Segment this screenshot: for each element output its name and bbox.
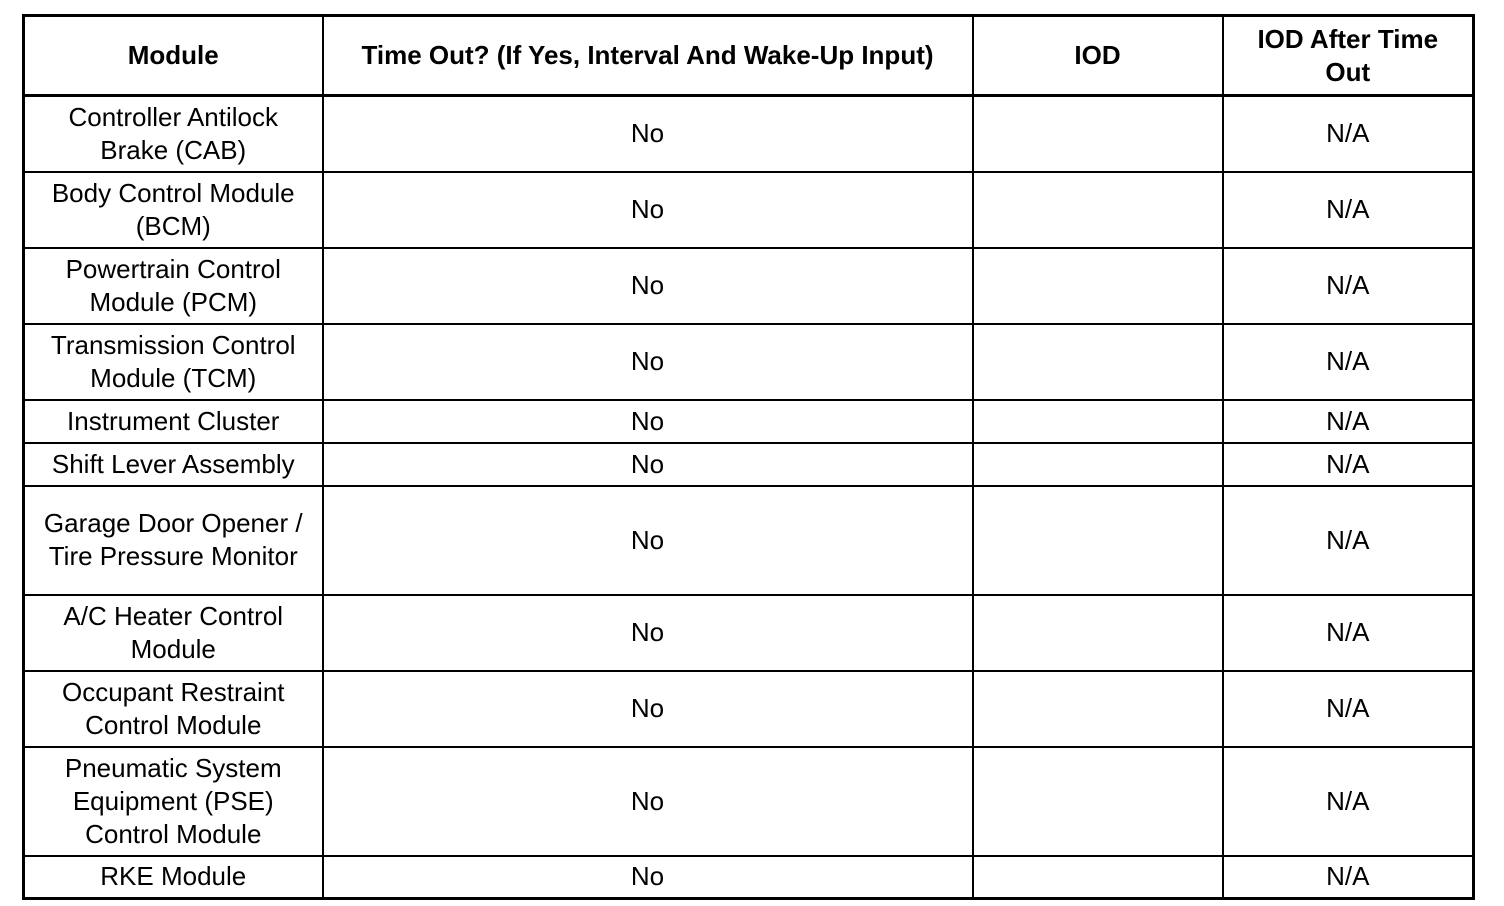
cell-iod xyxy=(973,248,1223,324)
cell-iod-after: N/A xyxy=(1223,595,1474,671)
cell-iod-after: N/A xyxy=(1223,248,1474,324)
cell-module: Powertrain Control Module (PCM) xyxy=(24,248,323,324)
cell-timeout: No xyxy=(323,856,973,899)
cell-iod xyxy=(973,486,1223,595)
cell-timeout: No xyxy=(323,96,973,172)
cell-module: Pneumatic System Equipment (PSE) Control Module xyxy=(24,747,323,856)
table-row xyxy=(24,172,1474,248)
cell-timeout: No xyxy=(323,172,973,248)
cell-iod xyxy=(973,172,1223,248)
table-row xyxy=(24,671,1474,747)
table-row xyxy=(24,486,1474,595)
cell-module: Body Control Module (BCM) xyxy=(24,172,323,248)
table-row xyxy=(24,96,1474,172)
cell-iod xyxy=(973,400,1223,443)
header-module: Module xyxy=(24,16,323,96)
cell-timeout: No xyxy=(323,671,973,747)
cell-iod-after: N/A xyxy=(1223,856,1474,899)
header-timeout: Time Out? (If Yes, Interval And Wake-Up Input) xyxy=(323,16,973,96)
cell-timeout: No xyxy=(323,595,973,671)
cell-iod xyxy=(973,96,1223,172)
cell-iod xyxy=(973,324,1223,400)
cell-iod xyxy=(973,747,1223,856)
cell-module: Shift Lever Assembly xyxy=(24,443,323,486)
cell-iod xyxy=(973,595,1223,671)
cell-iod xyxy=(973,856,1223,899)
table-row xyxy=(24,856,1474,899)
cell-iod-after: N/A xyxy=(1223,443,1474,486)
table-row xyxy=(24,400,1474,443)
cell-timeout: No xyxy=(323,443,973,486)
cell-iod-after: N/A xyxy=(1223,172,1474,248)
cell-iod-after: N/A xyxy=(1223,400,1474,443)
cell-timeout: No xyxy=(323,248,973,324)
cell-module: RKE Module xyxy=(24,856,323,899)
cell-timeout: No xyxy=(323,747,973,856)
cell-iod-after: N/A xyxy=(1223,747,1474,856)
table-row xyxy=(24,747,1474,856)
table-row xyxy=(24,248,1474,324)
module-timeout-table xyxy=(22,14,1475,900)
cell-iod xyxy=(973,443,1223,486)
cell-iod-after: N/A xyxy=(1223,671,1474,747)
cell-module: Controller Antilock Brake (CAB) xyxy=(24,96,323,172)
cell-module: A/C Heater Control Module xyxy=(24,595,323,671)
cell-timeout: No xyxy=(323,400,973,443)
cell-timeout: No xyxy=(323,324,973,400)
cell-iod-after: N/A xyxy=(1223,486,1474,595)
table-header-row xyxy=(24,16,1474,96)
cell-iod xyxy=(973,671,1223,747)
cell-module: Instrument Cluster xyxy=(24,400,323,443)
cell-timeout: No xyxy=(323,486,973,595)
table-row xyxy=(24,443,1474,486)
header-iod: IOD xyxy=(973,16,1223,96)
cell-module: Transmission Control Module (TCM) xyxy=(24,324,323,400)
table-row xyxy=(24,324,1474,400)
cell-iod-after: N/A xyxy=(1223,96,1474,172)
cell-module: Garage Door Opener / Tire Pressure Monitor xyxy=(24,486,323,595)
header-iod-after-time-out: IOD After Time Out xyxy=(1223,16,1474,96)
cell-iod-after: N/A xyxy=(1223,324,1474,400)
table-row xyxy=(24,595,1474,671)
cell-module: Occupant Restraint Control Module xyxy=(24,671,323,747)
